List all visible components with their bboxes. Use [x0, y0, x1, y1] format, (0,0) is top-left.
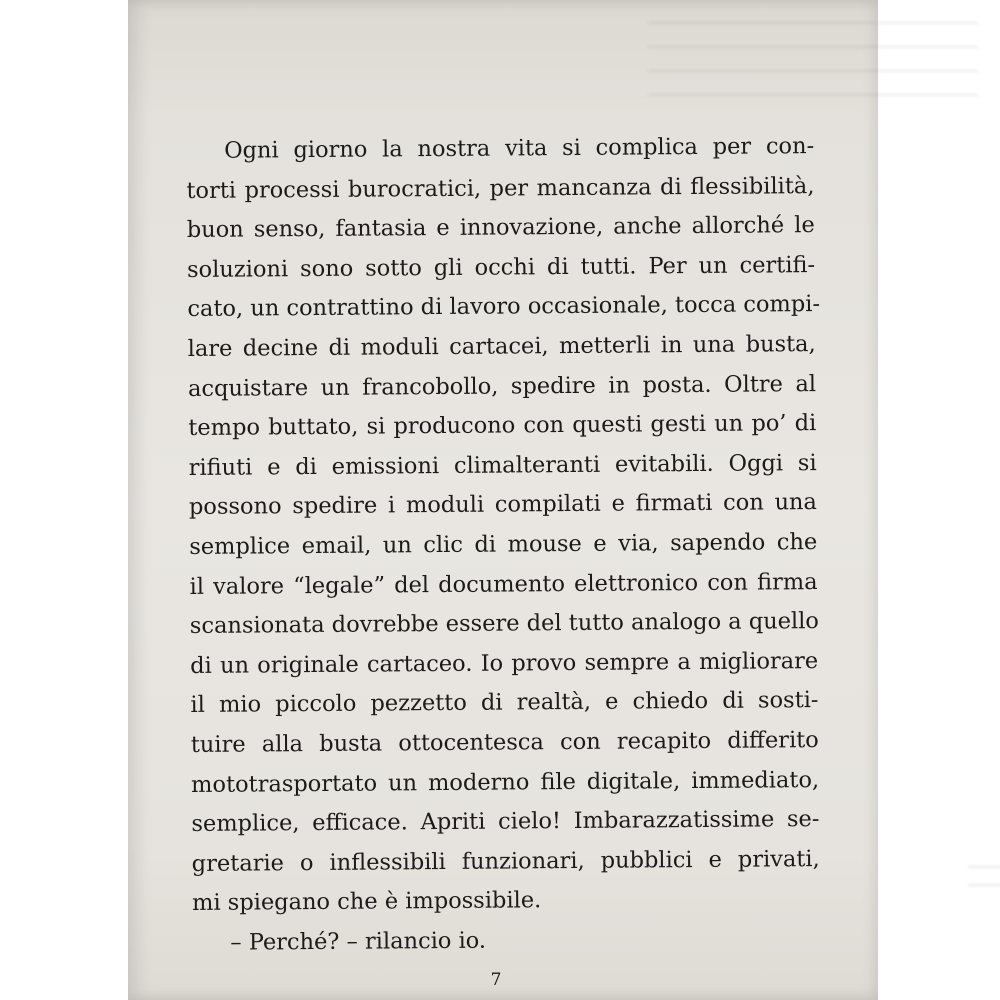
show-through-text — [648, 0, 978, 120]
text-line: scansionata dovrebbe essere del tutto analogo a quello — [189, 608, 820, 640]
text-line: di un originale cartaceo. Io provo sempre a migliorare — [190, 647, 819, 679]
text-line: mi spiegano che è impossibile. — [191, 887, 542, 917]
text-line: cato, un contrattino di lavoro occasionale, tocca compi- — [187, 291, 821, 323]
text-line: il mio piccolo pezzetto di realtà, e chiedo di sosti- — [190, 687, 819, 719]
text-line: gretarie o inflessibili funzionari, pubblici e privati, — [191, 845, 820, 877]
text-line: torti processi burocratici, per mancanza di flessibilità, — [186, 172, 815, 204]
text-line: tempo buttato, si producono con questi gesti un po’ di — [188, 410, 817, 442]
text-line: Ogni giorno la nostra vita si complica per con- — [224, 133, 815, 164]
text-line: soluzioni sono sotto gli occhi di tutti. Per un certifi- — [186, 251, 816, 283]
body-text — [186, 127, 821, 963]
text-line: il valore “legale” del documento elettronico con firma — [189, 568, 818, 600]
page-number: 7 — [490, 970, 502, 990]
show-through-text-bottom — [968, 850, 1000, 900]
text-line: buon senso, fantasia e innovazione, anche allorché le — [186, 212, 815, 244]
text-line: mototrasportato un moderno file digitale, immediato, — [191, 766, 820, 798]
text-line: rifiuti e di emissioni climalteranti evitabili. Oggi si — [188, 449, 817, 481]
text-line: semplice, efficace. Apriti cielo! Imbarazzatissime se- — [191, 806, 820, 838]
text-line: – Perché? – rilancio io. — [230, 927, 487, 956]
text-line: tuire alla busta ottocentesca con recapito differito — [190, 726, 819, 758]
text-line: possono spedire i moduli compilati e firmati con una — [188, 489, 818, 521]
text-line: lare decine di moduli cartacei, metterli in una busta, — [187, 331, 816, 362]
text-line: acquistare un francobollo, spedire in posta. Oltre al — [187, 370, 817, 402]
text-line: semplice email, un clic di mouse e via, sapendo che — [189, 528, 818, 560]
